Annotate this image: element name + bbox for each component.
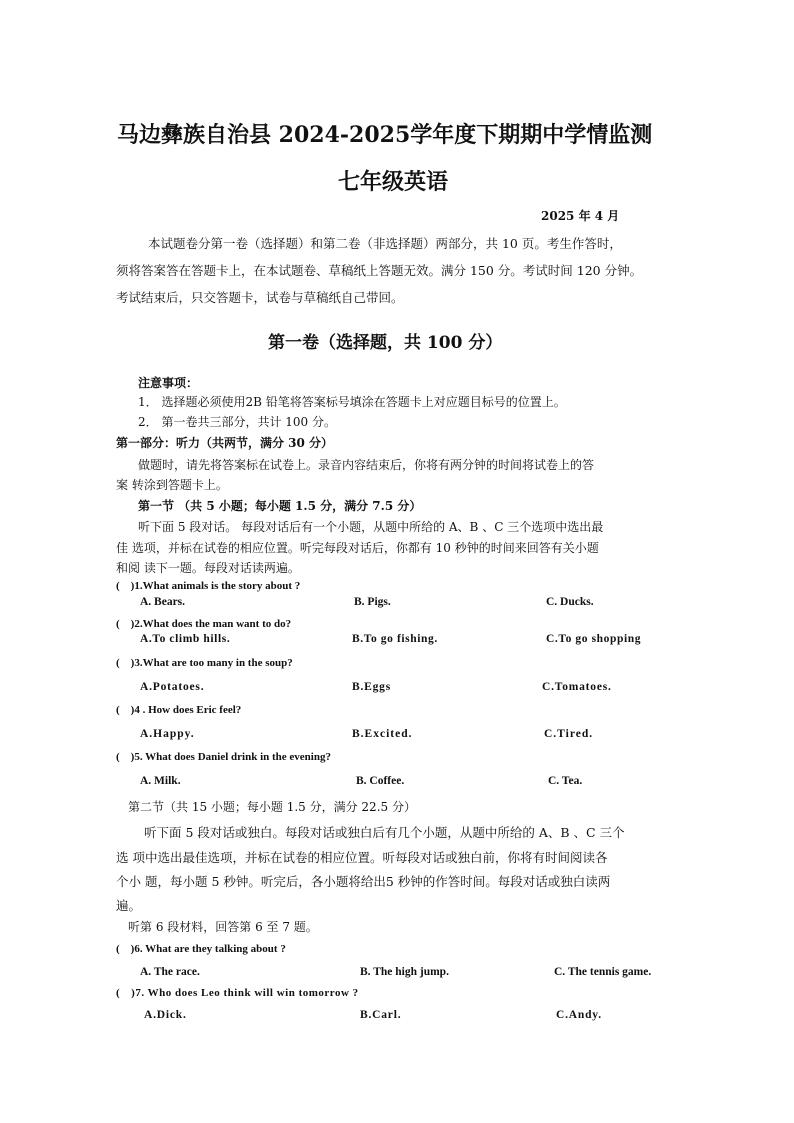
question-text: What are too many in the soup? (142, 657, 293, 669)
section1-heading: 第一节 （共 5 小题；每小题 1.5 分，满分 7.5 分） (138, 499, 422, 513)
intro-line-2: 须将答案答在答题卡上，在本试题卷、草稿纸上答题无效。满分 150 分。考试时间 120 分钟。 (116, 263, 643, 278)
q1-option-c: C. Ducks. (546, 596, 594, 608)
question-5: ( )5. What does Daniel drink in the evening? (116, 751, 331, 763)
q7-option-b: B.Carl. (360, 1009, 402, 1021)
q2-option-c: C.To go shopping (546, 633, 642, 645)
notice-title: 注意事项： (138, 376, 199, 390)
part1-heading: 第一部分：听力（共两节，满分 30 分） (116, 436, 334, 450)
question-2: ( )2.What does the man want to do? (116, 618, 292, 630)
answer-paren-open: ( (116, 580, 120, 592)
q1-option-b: B. Pigs. (354, 596, 391, 608)
section1-instr-2: 佳 选项，并标在试卷的相应位置。听完每段对话后，你都有 10 秒钟的时间来回答有关小题 (116, 541, 599, 555)
notice-item-1: 1． 选择题必须使用2B 铅笔将答案标号填涂在答题卡上对应题目标号的位置上。 (138, 395, 566, 409)
q4-option-c: C.Tired. (544, 728, 594, 740)
section2-heading: 第二节（共 15 小题；每小题 1.5 分，满分 22.5 分） (128, 800, 416, 814)
q5-option-b: B. Coffee. (356, 775, 405, 787)
material-instruction: 听第 6 段材料，回答第 6 至 7 题。 (128, 920, 318, 934)
question-3: ( )3.What are too many in the soup? (116, 657, 293, 669)
question-4: ( )4 . How does Eric feel? (116, 704, 242, 716)
question-text: What animals is the story about ? (142, 580, 301, 592)
exam-date: 2025 年 4 月 (541, 209, 620, 223)
question-1: ( )1.What animals is the story about ? (116, 580, 301, 592)
q3-option-b: B.Eggs (352, 681, 391, 693)
question-6: ( )6. What are they talking about ? (116, 943, 286, 955)
section2-instr-4: 遍。 (116, 898, 142, 913)
question-text: What does the man want to do? (142, 618, 292, 630)
volume1-heading: 第一卷（选择题，共 100 分） (268, 333, 503, 353)
exam-subtitle: 七年级英语 (338, 169, 449, 195)
q7-option-a: A.Dick. (144, 1009, 187, 1021)
q5-option-a: A. Milk. (140, 775, 181, 787)
exam-title: 马边彝族自治县 2024-2025学年度下期期中学情监测 (117, 122, 653, 148)
intro-line-1: 本试题卷分第一卷（选择题）和第二卷（非选择题）两部分，共 10 页。考生作答时， (148, 236, 622, 251)
q6-option-b: B. The high jump. (360, 966, 449, 978)
question-text: What are they talking about ? (145, 943, 286, 955)
section2-instr-2: 选 项中选出最佳选项，并标在试卷的相应位置。听每段对话或独白前，你将有时间阅读各 (116, 850, 608, 865)
question-text: What does Daniel drink in the evening? (145, 751, 331, 763)
question-7: ( )7. Who does Leo think will win tomorrow ? (116, 987, 359, 999)
question-text: How does Eric feel? (148, 704, 242, 716)
q4-option-b: B.Excited. (352, 728, 413, 740)
section2-instr-3: 个小 题，每小题 5 秒钟。听完后，各小题将给出5 秒钟的作答时间。每段对话或独白读两 (116, 874, 611, 889)
q3-option-a: A.Potatoes. (140, 681, 205, 693)
part1-instr-1: 做题时，请先将答案标在试卷上。录音内容结束后，你将有两分钟的时间将试卷上的答 (138, 458, 595, 472)
notice-item-2: 2． 第一卷共三部分，共计 100 分。 (138, 415, 336, 429)
q5-option-c: C. Tea. (548, 775, 583, 787)
q2-option-b: B.To go fishing. (352, 633, 438, 645)
q4-option-a: A.Happy. (140, 728, 195, 740)
part1-instr-2: 案 转涂到答题卡上。 (116, 478, 228, 492)
q3-option-c: C.Tomatoes. (542, 681, 612, 693)
section1-instr-1: 听下面 5 段对话。 每段对话后有一个小题，从题中所给的 A、B 、C 三个选项中选出最 (138, 520, 604, 534)
section1-instr-3: 和阅 读下一题。每段对话读两遍。 (116, 561, 300, 575)
question-text: Who does Leo think will win tomorrow ? (147, 987, 359, 999)
q7-option-c: C.Andy. (556, 1009, 602, 1021)
q6-option-c: C. The tennis game. (554, 966, 652, 978)
q1-option-a: A. Bears. (140, 596, 186, 608)
q2-option-a: A.To climb hills. (140, 633, 231, 645)
q6-option-a: A. The race. (140, 966, 200, 978)
intro-line-3: 考试结束后，只交答题卡，试卷与草稿纸自己带回。 (116, 290, 404, 305)
section2-instr-1: 听下面 5 段对话或独白。每段对话或独白后有几个小题，从题中所给的 A、B 、C 三个 (144, 825, 625, 840)
